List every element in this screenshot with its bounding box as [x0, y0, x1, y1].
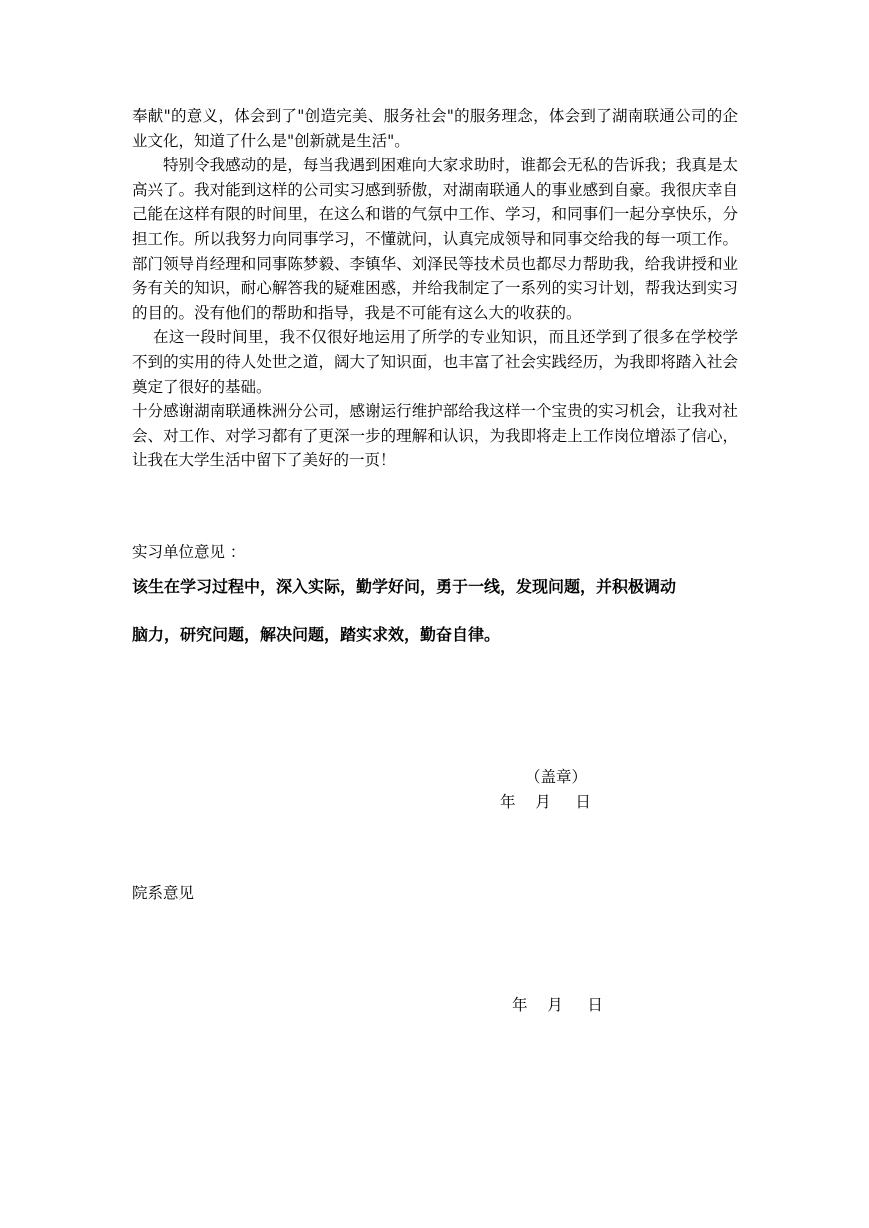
unit-opinion-label: 实习单位意见 ：: [132, 543, 246, 561]
department-date: 年 月 日: [512, 996, 603, 1014]
stamp-label: （盖章）: [525, 768, 588, 786]
letter-paragraph: 十分感谢湖南联通株洲分公司，感谢运行维护部给我这样一个宝贵的实习机会，让我对社会、对工作、对学习都有了更深一步的理解和认识，为我即将走上工作岗位增添了信心，让我在大学生活中留下了美好的一页！: [132, 402, 738, 470]
letter-paragraph: 在这一段时间里，我不仅很好地运用了所学的专业知识，而且还学到了很多在学校学不到的实用的待人处世之道，阔大了知识面，也丰富了社会实践经历，为我即将踏入社会奠定了很好的基础。: [132, 328, 738, 396]
unit-date: 年 月 日: [500, 793, 591, 811]
letter-paragraph: 奉献"的意义，体会到了"创造完美、服务社会"的服务理念，体会到了湖南联通公司的企业文化，知道了什么是"创新就是生活"。: [132, 107, 738, 150]
department-opinion-label: 院系意见: [132, 884, 195, 902]
unit-opinion-line: 该生在学习过程中，深入实际，勤学好问，勇于一线，发现问题，并积极调动: [132, 577, 677, 596]
letter-body: [132, 104, 738, 473]
letter-paragraph: 特别令我感动的是，每当我遇到困难向大家求助时，谁都会无私的告诉我；我真是太高兴了。我对能到这样的公司实习感到骄傲，对湖南联通人的事业感到自豪。我很庆幸自己能在这样有限的时间里，在这么和谐的气氛中工作、学习，和同事们一起分享快乐，分担工作。所以我努力向同事学习，不懂就问，认真完成领导和同事交给我的每一项工作。部门领导肖经理和同事陈梦毅、李镇华、刘泽民等技术员也都尽力帮助我，给我讲授和业务有关的知识，耐心解答我的疑难困惑，并给我制定了一系列的实习计划，帮我达到实习的目的。没有他们的帮助和指导，我是不可能有这么大的收获的。: [132, 156, 738, 322]
unit-opinion-line: 脑力，研究问题，解决问题，踏实求效，勤奋自律。: [132, 625, 501, 644]
